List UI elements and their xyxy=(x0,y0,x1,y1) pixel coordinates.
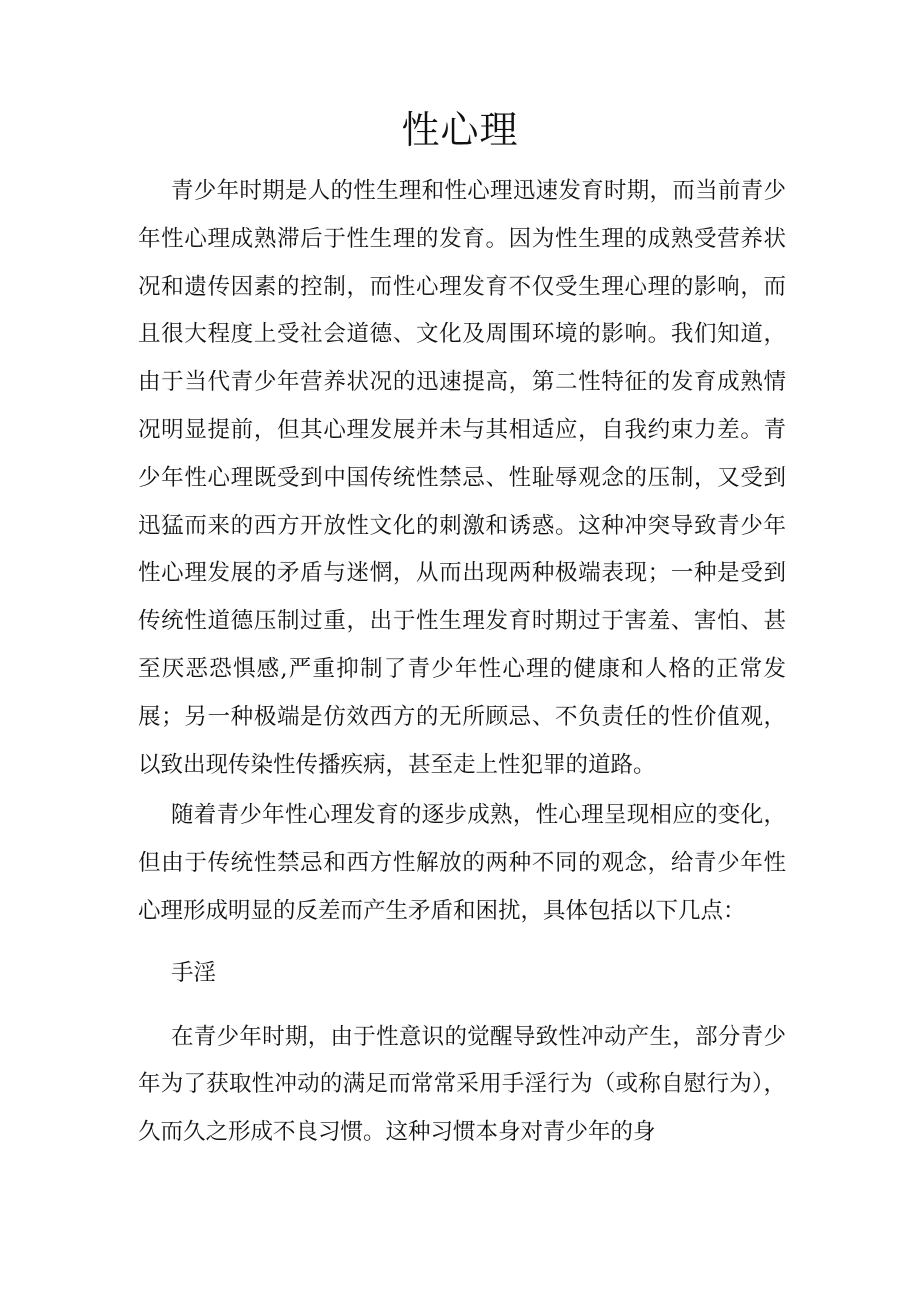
paragraph-intro: 青少年时期是人的性生理和性心理迅速发育时期，而当前青少年性心理成熟滞后于性生理的发育。因为性生理的成熟受营养状况和遗传因素的控制，而性心理发育不仅受生理心理的影响，而且很大程度上受社会道德、文化及周围环境的影响。我们知道，由于当代青少年营养状况的迅速提高，第二性特征的发育成熟情况明显提前，但其心理发展并未与其相适应，自我约束力差。青少年性心理既受到中国传统性禁忌、性耻辱观念的压制，又受到迅猛而来的西方开放性文化的刺激和诱惑。这种冲突导致青少年性心理发展的矛盾与迷惘，从而出现两种极端表现；一种是受到传统性道德压制过重，出于性生理发育时期过于害羞、害怕、甚至厌恶恐惧感,严重抑制了青少年性心理的健康和人格的正常发展；另一种极端是仿效西方的无所顾忌、不负责任的性价值观，以致出现传染性传播疾病，甚至走上性犯罪的道路。 xyxy=(138,178,786,778)
paragraph-changes: 随着青少年性心理发育的逐步成熟，性心理呈现相应的变化，但由于传统性禁忌和西方性解放的两种不同的观念，给青少年性心理形成明显的反差而产生矛盾和困扰，具体包括以下几点： xyxy=(138,802,786,924)
document-title: 性心理 xyxy=(401,108,519,152)
section-heading: 手淫 xyxy=(171,959,217,986)
paragraph-section: 在青少年时期，由于性意识的觉醒导致性冲动产生，部分青少年为了获取性冲动的满足而常常采用手淫行为（或称自慰行为），久而久之形成不良习惯。这种习惯本身对青少年的身 xyxy=(138,1023,786,1146)
document-body xyxy=(138,168,786,1157)
